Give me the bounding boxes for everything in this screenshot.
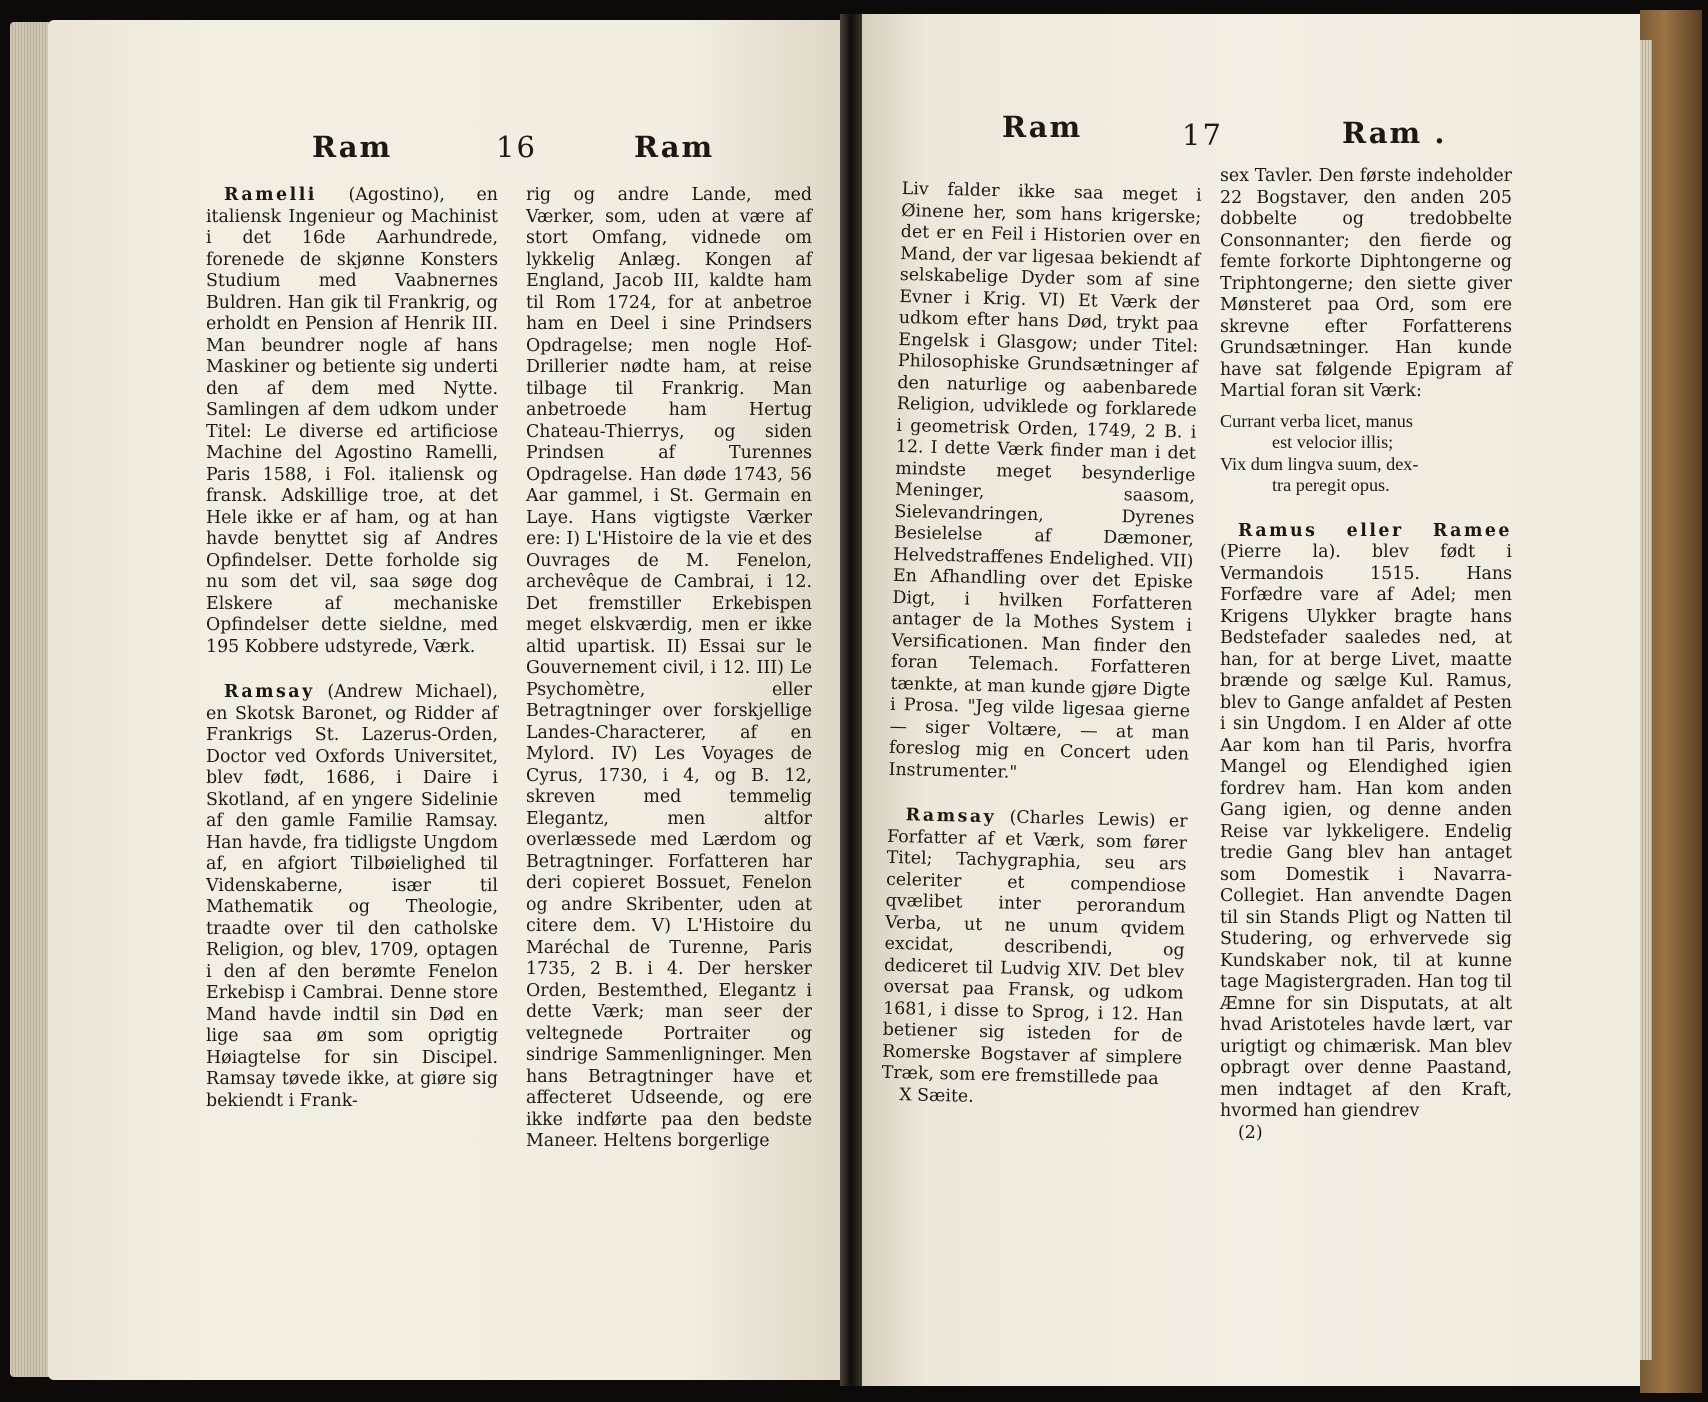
- page-number: 17: [1182, 118, 1223, 152]
- left-page: [48, 20, 848, 1380]
- epigram-line: est velocior illis;: [1272, 432, 1394, 452]
- book-gutter: [840, 14, 862, 1386]
- column-body: rig og andre Lande, med Værker, som, uden at være af stort Omfang, vidnede om lykkelig Anlæg. Kongen af England, Jacob III, kaldte ham til Rom 1724, for at anbetroe ham en Deel i sine Prindsers Opdragelse; men nogle Hof-Drillerier nødte ham, at reise tilbage til Frankrig. Man anbetroede ham Hertug Chateau-Thierrys, og siden Prindsen af Turennes Opdragelse. Han døde 1743, 56 Aar gammel, i St. Germain en Laye. Hans vigtigste Værker ere: I) L'Histoire de la vie et des Ouvrages de M. Fenelon, archevêque de Cambrai, i 12. Det fremstiller Erkebispen meget elskværdig, men er ikke altid upartisk. II) Essai sur le Gouvernement civil, i 12. III) Le Psychomètre, eller Betragtninger over forskjellige Landes-Characterer, af en Mylord. IV) Les Voyages de Cyrus, 1730, i 4, og B. 12, skreven med temmelig Elegantz, men altfor overlæssede med Lærdom og Betragtninger. Forfatteren har deri copieret Bossuet, Fenelon og andre Skribenter, uden at citere dem. V) L'Histoire du Maréchal de Turenne, Paris 1735, 2 B. i 4. Der hersker Orden, Bestemthed, Elegantz i dette Værk; man seer der veltegnede Portraiter og sindrige Sammenligninger. Men hans Betragtninger have et affecteret Udseende, og ere ikke indførte paa den bedste Maneer. Heltens borgerlige: [526, 185, 812, 1151]
- entry-body: (Pierre la). blev født i Vermandois 1515. Hans Forfædre vare af Adel; men Krigens Ulykker bragte hans Bedstefader saaledes ned, at han, for at berge Livet, maatte brænde og sælge Kul. Ramus, blev to Gange anfaldet af Pesten i sin Ungdom. I en Alder af otte Aar kom han til Paris, hvorfra Mangel og Elendighed igien fordrev ham. Han kom anden Gang igien, og denne anden Reise var lykkeligere. Endelig tredie Gang blev han antaget som Domestik i Navarra-Collegiet. Han anvendte Dagen til sin Stands Pligt og Natten til Studering, og erhvervede sig Kundskaber nok, til at kunne tage Magistergraden. Han tog til Æmne for sin Disputats, at alt hvad Aristoteles havde lært, var urigtigt og chimærisk. Man blev opbragt over denne Paastand, men indtaget af den Kraft, hvormed han giendrev: [1220, 542, 1512, 1121]
- entry-title: Ramus eller Ramee: [1238, 520, 1512, 541]
- epigram: [1220, 411, 1512, 497]
- page-number: 16: [496, 130, 537, 164]
- entry-ramus: [1220, 521, 1512, 1123]
- entry-body: (Charles Lewis) er Forfatter af et Værk, som fører Titel; Tachygraphia, seu ars celeriter et compendiose qvælibet inter perorandum Verba, ut ne unum qvidem excidat, describendi, og dediceret til Ludvig XIV. Det blev oversat paa Fransk, og udkom 1681, i disse to Sprog, i 12. Han betiener sig isteden for de Romerske Bogstaver af simplere Træk, som ere fremstillede paa: [881, 807, 1188, 1090]
- header-left-word: Ram: [312, 130, 393, 164]
- right-page-column-1: [881, 179, 1202, 1113]
- epigram-line: Currant verba licet, manus: [1220, 410, 1413, 431]
- entry-title: Ramelli: [224, 185, 317, 205]
- right-page-column-2: [1220, 166, 1512, 1144]
- left-page-header: [48, 130, 848, 180]
- entry-body: (Andrew Michael), en Skotsk Baronet, og Ridder af Frankrigs St. Lazerus-Orden, Doctor ved Oxfords Universitet, blev født, 1686, i Daire i Skotland, af en yngere Sidelinie af den gamle Familie Ramsay. Han havde, fra tidligste Ungdom af, en afgiort Tilbøielighed til Videnskaberne, især til Mathematik og Theologie, traadte over til den catholske Religion, og blev, 1709, optagen i den af den berømte Fenelon Erkebisp i Cambrai. Denne store Mand havde indtil sin Død en lige saa øm som oprigtig Høiagtelse for sin Discipel. Ramsay tøvede ikke, at giøre sig bekiendt i Frank-: [206, 682, 498, 1111]
- left-page-column-2: [526, 185, 812, 1153]
- epigram-line: tra peregit opus.: [1272, 475, 1390, 495]
- right-page: [862, 14, 1640, 1386]
- printer-signature-mark: (2): [1238, 1122, 1263, 1143]
- column-body: Liv falder ikke saa meget i Øinene her, som hans krigerske; det er en Feil i Historien over en Mand, der var ligesaa bekiendt af selskabelige Dyder som af sine Evner i Krig. VI) Et Værk der udkom efter hans Død, trykt paa Engelsk i Glasgow; under Titel: Philosophiske Grundsætninger af den naturlige og aabenbarede Religion, udviklede og forklarede i geometrisk Orden, 1749, 2 B. i 12. I dette Værk finder man i det mindste meget besynderlige Meninger, saasom, Sielevandringen, Dyrenes Besielelse af Dæmoner, Helvedstraffenes Endelighed. VII) En Afhandling over det Episke Digt, i hvilken Forfatteren antager de la Mothes System i Versificationen. Man finder den foran Telemach. Forfatteren tænkte, at man kunde gjøre Digte i Prosa. "Jeg vilde ligesaa gierne — siger Voltære, — at man foreslog mig en Concert uden Instrumenter.": [888, 179, 1202, 783]
- entry-ramsay-charles: [881, 805, 1187, 1091]
- entry-ramsay-andrew: [206, 682, 498, 1112]
- column-body: sex Tavler. Den første indeholder 22 Bogstaver, den anden 205 dobbelte og tredobbelte Consonnanter; den fierde og femte forkorte Diphtongerne og Triphtongerne; den siette giver Mønsteret paa Ord, som ere skrevne efter Forfatterens Grundsætninger. Han kunde have sat følgende Epigram af Martial foran sit Værk:: [1220, 166, 1512, 401]
- entry-body: (Agostino), en italiensk Ingenieur og Machinist i det 16de Aarhundrede, forenede de skjønne Konsters Studium med Vaabnernes Buldren. Han gik til Frankrig, og erholdt en Pension af Henrik III. Man beundrer nogle af hans Maskiner og betiente sig underti den af dem med Nytte. Samlingen af dem udkom under Titel: Le diverse ed artificiose Machine del Agostino Ramelli, Paris 1588, i Fol. italiensk og fransk. Adskillige troe, at det Hele ikke er af ham, og at han havde benyttet sig af Andres Opfindelser. Dette forholde sig nu som det vil, saa søge dog Elskere af mechaniske Opfindelser dette sieldne, med 195 Kobbere udstyrede, Værk.: [206, 185, 498, 657]
- entry-title: Ramsay: [905, 805, 997, 828]
- header-left-word: Ram: [1002, 110, 1083, 144]
- entry-ramelli: [206, 185, 498, 658]
- header-right-word: Ram .: [1342, 116, 1447, 150]
- epigram-line: Vix dum lingva suum, dex-: [1220, 453, 1419, 474]
- page-footer-signature: X Sæite.: [898, 1084, 974, 1107]
- entry-title: Ramsay: [224, 682, 315, 702]
- left-page-column-1: [206, 185, 498, 1112]
- header-right-word: Ram: [634, 130, 715, 164]
